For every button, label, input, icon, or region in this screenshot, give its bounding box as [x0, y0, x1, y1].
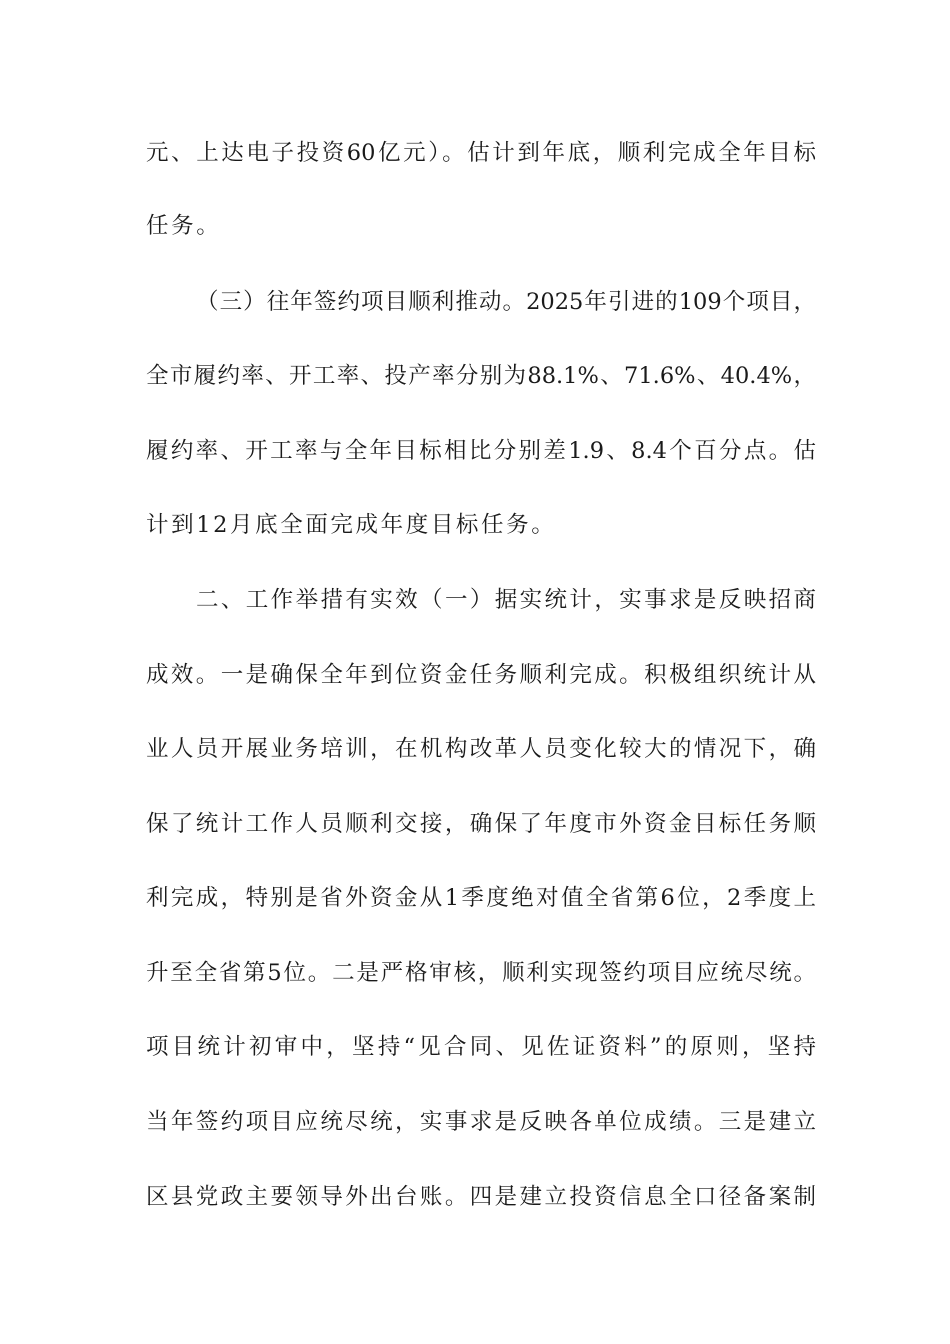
body-line-4: 全市履约率、开工率、投产率分别为88.1%、71.6%、40.4%，	[146, 363, 816, 389]
body-line-13: 项目统计初审中，坚持“见合同、见佐证资料”的原则，坚持	[146, 1034, 816, 1060]
body-line-3: （三）往年签约项目顺利推动。2025年引进的109个项目，	[196, 289, 816, 315]
body-line-14: 当年签约项目应统尽统，实事求是反映各单位成绩。三是建立	[146, 1109, 816, 1135]
body-line-12: 升至全省第5位。二是严格审核，顺利实现签约项目应统尽统。	[146, 960, 816, 986]
body-line-9: 业人员开展业务培训，在机构改革人员变化较大的情况下，确	[146, 736, 816, 762]
body-line-8: 成效。一是确保全年到位资金任务顺利完成。积极组织统计从	[146, 662, 816, 688]
body-line-1: 元、上达电子投资60亿元）。估计到年底，顺利完成全年目标	[146, 140, 816, 166]
body-line-7: 二、工作举措有实效（一）据实统计，实事求是反映招商	[196, 587, 816, 613]
body-line-2: 任务。	[146, 213, 222, 239]
body-line-5: 履约率、开工率与全年目标相比分别差1.9、8.4个百分点。估	[146, 438, 816, 464]
body-line-11: 利完成，特别是省外资金从1季度绝对值全省第6位，2季度上	[146, 885, 816, 911]
body-line-10: 保了统计工作人员顺利交接，确保了年度市外资金目标任务顺	[146, 811, 816, 837]
body-line-6: 计到12月底全面完成年度目标任务。	[146, 512, 557, 538]
body-line-15: 区县党政主要领导外出台账。四是建立投资信息全口径备案制	[146, 1184, 816, 1210]
